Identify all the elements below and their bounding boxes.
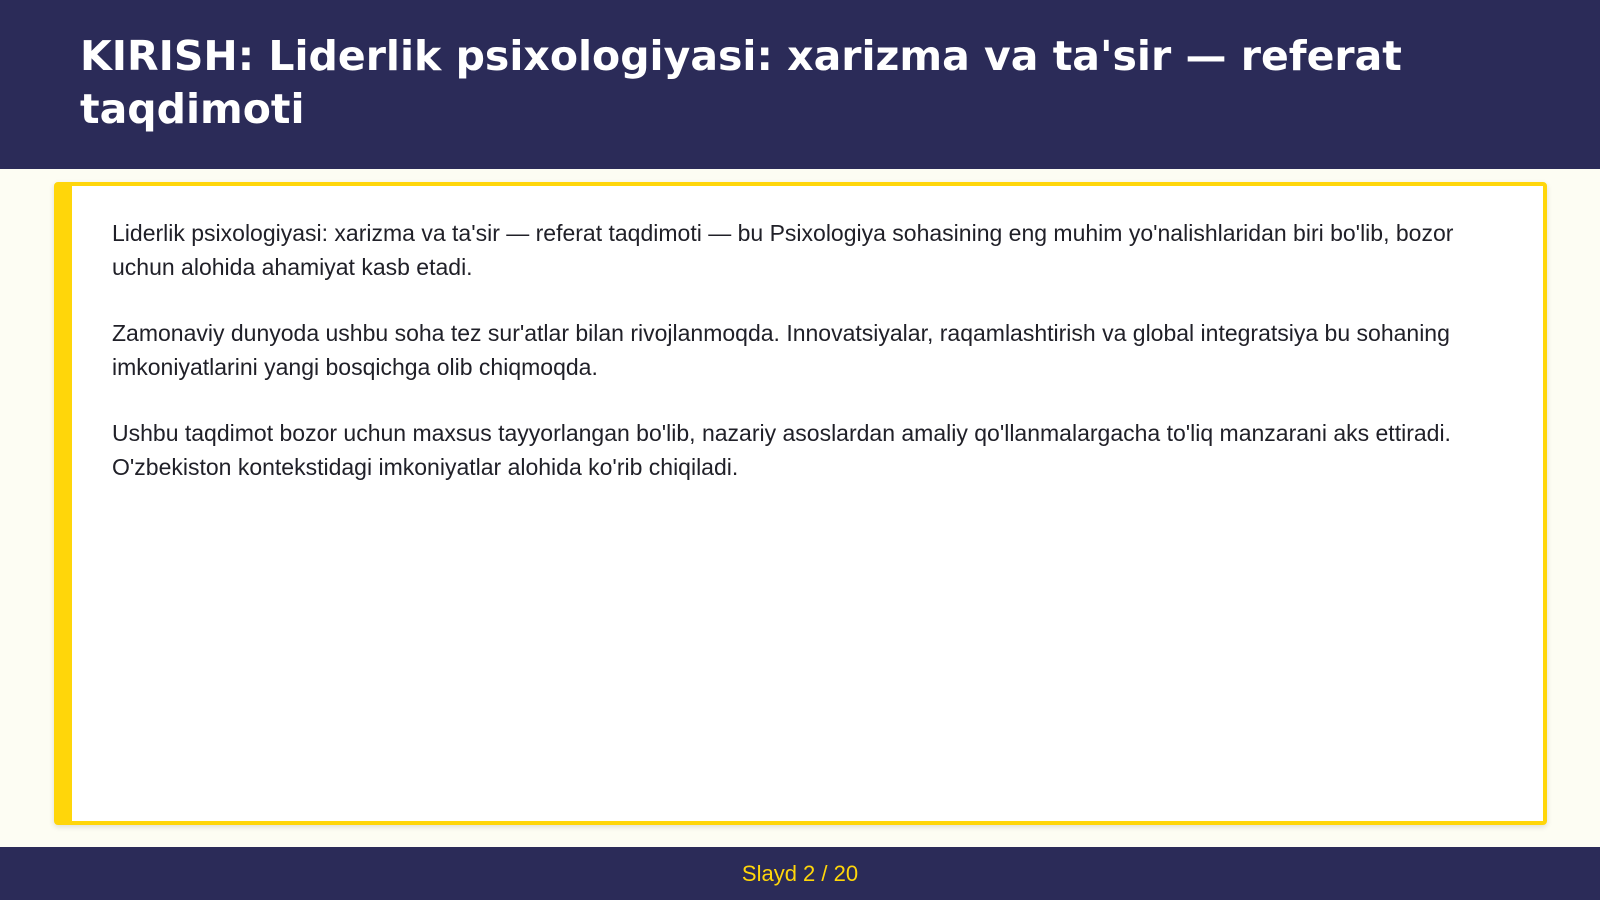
development-paragraph: Zamonaviy dunyoda ushbu soha tez sur'atlar bilan rivojlanmoqda. Innovatsiyalar, raqamlashtirish va global integratsiya bu sohaning imkoniyatlarini yangi bosqichga olib chiqmoqda. (112, 320, 1450, 380)
content-card (54, 182, 1547, 825)
scope-paragraph: Ushbu taqdimot bozor uchun maxsus tayyorlangan bo'lib, nazariy asoslardan amaliy qo'llanmalargacha to'liq manzarani aks ettiradi. O'zbekiston kontekstidagi imkoniyatlar alohida ko'rib chiqiladi. (112, 420, 1451, 480)
slide-header (0, 0, 1600, 169)
slide-counter: Slayd 2 / 20 (741, 860, 859, 886)
slide-footer (0, 847, 1600, 900)
slide-title: KIRISH: Liderlik psixologiyasi: xarizma va ta'sir — referat taqdimoti (80, 32, 1402, 133)
intro-paragraph: Liderlik psixologiyasi: xarizma va ta'sir — referat taqdimoti — bu Psixologiya sohasining eng muhim yo'nalishlaridan biri bo'lib, bozor uchun alohida ahamiyat kasb etadi. (112, 220, 1454, 280)
